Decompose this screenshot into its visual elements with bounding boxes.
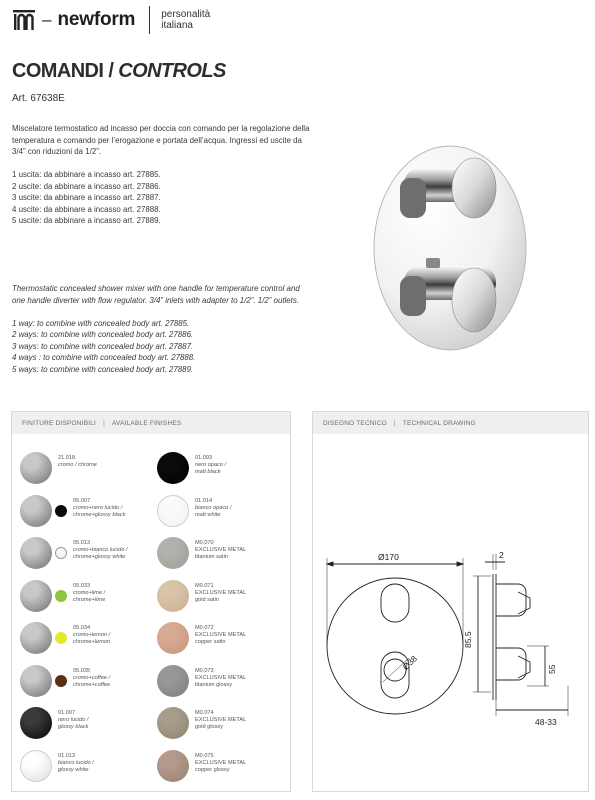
finish-label	[195, 495, 231, 519]
drawing-heading-en: TECHNICAL DRAWING	[402, 419, 476, 427]
finishes-heading-en: AVAILABLE FINISHES	[111, 419, 182, 427]
finish-color-disc	[157, 707, 189, 739]
finish-line2: matt white	[195, 511, 221, 518]
finish-swatch	[157, 537, 246, 580]
finish-label	[195, 665, 246, 689]
drawing-heading-it: DISEGNO TECNICO	[323, 419, 387, 427]
finish-label	[73, 495, 125, 519]
finish-code: M0.073	[195, 667, 214, 674]
finish-line2: titanium glossy	[195, 681, 232, 688]
finish-line1: cromo+bianco lucido /	[73, 547, 128, 553]
dimension-small: 55	[547, 664, 557, 674]
finish-swatch	[20, 580, 128, 623]
finishes-column-right	[157, 452, 246, 792]
finish-line2: chrome+lime	[73, 596, 106, 603]
finish-color-disc	[20, 622, 52, 654]
finish-label	[73, 537, 128, 561]
brand-tagline-line-2: italiana	[161, 20, 193, 31]
finish-color-disc	[20, 665, 52, 697]
drawing-panel	[312, 411, 589, 792]
finish-swatch	[20, 537, 128, 580]
finish-color-disc	[157, 537, 189, 569]
finish-line1: cromo / chrome	[58, 462, 97, 468]
accent-color-dot	[55, 590, 67, 602]
finish-line1: EXCLUSIVE METAL	[195, 547, 247, 553]
outlet-line: 3 ways: to combine with concealed body art. 27887.	[12, 341, 194, 351]
finish-label	[195, 750, 246, 774]
finish-color-disc	[20, 750, 52, 782]
brand-dash: –	[42, 10, 52, 29]
finish-line2: gold satin	[195, 596, 219, 603]
finish-line2: copper satin	[195, 639, 226, 645]
finish-label	[58, 707, 88, 731]
finish-code: 01.093	[195, 455, 213, 461]
finish-swatch	[20, 665, 128, 708]
finish-line1: bianco opaco /	[195, 504, 232, 511]
accent-color-dot	[55, 505, 67, 517]
title-english: CONTROLS	[118, 60, 226, 82]
side-upper-knob	[496, 584, 526, 616]
article-number: Art. 67638E	[12, 93, 65, 104]
finish-color-disc	[157, 665, 189, 697]
finish-line1: nero lucido /	[58, 717, 89, 723]
finish-line2: glossy white	[58, 766, 89, 773]
brand-name: newform	[57, 9, 136, 30]
finish-color-disc	[157, 452, 189, 484]
finish-label	[58, 452, 97, 469]
page-title	[12, 60, 226, 83]
finish-line2: titanium satin	[195, 554, 228, 560]
finish-line2: chrome+lemon	[73, 639, 111, 645]
drawing-heading-separator: |	[393, 419, 396, 427]
finish-color-disc	[20, 495, 52, 527]
product-image	[366, 140, 534, 356]
brand-header	[12, 6, 210, 34]
finish-swatch	[157, 580, 246, 623]
description-english	[12, 283, 312, 375]
finish-code: M0.075	[195, 752, 214, 759]
finish-line1: cromo+nero lucido /	[73, 504, 123, 511]
finish-color-disc	[20, 537, 52, 569]
finish-color-disc	[20, 580, 52, 612]
description-italian	[12, 123, 312, 227]
outlet-line: 5 uscite: da abbinare a incasso art. 27889.	[12, 216, 161, 225]
finish-code: 05.034	[73, 625, 91, 631]
description-it-intro: Miscelatore termostatico ad incasso per doccia con comando per la regolazione della temperatura e comando per l’erogazione e portata dell’acqua. Ingressi ed uscite da 3/4” con riduzioni da 1/2”.	[12, 124, 310, 156]
finish-line1: cromo+lemon /	[73, 632, 111, 638]
finishes-panel	[11, 411, 291, 792]
finish-label	[73, 580, 105, 604]
outlet-line: 5 ways: to combine with concealed body art. 27889.	[12, 364, 194, 374]
finish-code: 01.007	[58, 710, 76, 716]
finish-code: 05.013	[73, 540, 91, 546]
finish-line1: EXCLUSIVE METAL	[195, 589, 247, 596]
newform-logo-icon	[12, 8, 36, 32]
finish-swatch	[157, 452, 246, 495]
finish-code: 01.013	[58, 752, 76, 759]
finish-label	[73, 622, 110, 646]
finishes-heading-it: FINITURE DISPONIBILI	[22, 419, 97, 427]
dimension-diameter: Ø170	[378, 552, 399, 562]
outlet-line: 2 uscite: da abbinare a incasso art. 27886.	[12, 181, 161, 191]
finish-swatch	[157, 665, 246, 708]
finish-line1: nero opaco /	[195, 462, 227, 468]
description-en-intro: Thermostatic concealed shower mixer with one handle for temperature control and one handle diverter with flow regulator. 3/4” inlets with adapter to 1/2”. 1/2” outlets.	[12, 284, 300, 305]
finish-label	[73, 665, 110, 689]
finish-swatch	[20, 452, 128, 495]
finish-color-disc	[157, 495, 189, 527]
description-en-outlets	[12, 318, 312, 376]
outlet-line: 1 uscita: da abbinare a incasso art. 27885.	[12, 170, 161, 179]
finish-code: M0.072	[195, 625, 214, 631]
finish-color-disc	[20, 707, 52, 739]
finish-line1: EXCLUSIVE METAL	[195, 674, 247, 681]
finish-label	[195, 707, 246, 731]
dimension-projection: 48-33	[535, 717, 557, 727]
finish-color-disc	[20, 452, 52, 484]
front-plate-outline	[327, 578, 463, 714]
finish-code: 01.014	[195, 497, 213, 504]
finish-label	[195, 537, 246, 561]
title-separator: /	[108, 60, 114, 82]
finish-swatch	[157, 707, 246, 750]
finish-code: 05.035	[73, 667, 91, 674]
finish-swatch	[20, 707, 128, 750]
finishes-column-left	[20, 452, 128, 792]
finish-line1: bianco lucido /	[58, 759, 94, 766]
brand-tagline	[161, 9, 210, 31]
finish-line1: EXCLUSIVE METAL	[195, 632, 247, 638]
finish-label	[58, 750, 94, 774]
finish-label	[195, 622, 246, 646]
finish-line2: gold glossy	[195, 724, 223, 730]
finish-code: 21.018	[58, 455, 76, 461]
finish-line1: EXCLUSIVE METAL	[195, 759, 247, 766]
dimension-height: 85.5	[463, 631, 473, 648]
brand-tagline-line-1: personalità	[161, 9, 211, 20]
finish-swatch	[157, 622, 246, 665]
dimension-depth: 2	[499, 550, 504, 560]
upper-handle-outline	[381, 584, 409, 622]
finish-color-disc	[157, 580, 189, 612]
outlet-line: 4 uscite: da abbinare a incasso art. 27888.	[12, 204, 161, 214]
outlet-line: 1 way: to combine with concealed body art. 27885.	[12, 318, 190, 328]
finish-swatch	[157, 495, 246, 538]
finish-swatch	[20, 622, 128, 665]
finish-code: M0.074	[195, 710, 214, 716]
finish-line2: chrome+coffee	[73, 681, 111, 688]
finish-code: 05.033	[73, 582, 91, 589]
finish-code: 05.007	[73, 497, 91, 504]
finish-line2: chrome+glossy black	[73, 511, 126, 518]
finish-line2: matt black	[195, 469, 221, 475]
finish-swatch	[157, 750, 246, 793]
finish-swatch	[20, 495, 128, 538]
finish-line2: glossy black	[58, 724, 89, 730]
finish-color-disc	[157, 750, 189, 782]
accent-color-dot	[55, 547, 67, 559]
finish-color-disc	[157, 622, 189, 654]
description-it-outlets	[12, 169, 312, 227]
accent-color-dot	[55, 675, 67, 687]
drawing-header	[313, 412, 588, 434]
outlet-line: 3 uscite: da abbinare a incasso art. 27887.	[12, 193, 161, 202]
outlet-line: 2 ways: to combine with concealed body art. 27886.	[12, 330, 194, 339]
finish-line1: EXCLUSIVE METAL	[195, 717, 247, 723]
dimension-hole: Ø38	[400, 653, 419, 672]
brand-divider	[149, 6, 150, 34]
finish-code: M0.071	[195, 582, 214, 589]
finish-label	[195, 580, 246, 604]
finishes-header	[12, 412, 290, 434]
finish-code: M0.070	[195, 540, 214, 546]
finish-line2: chrome+glossy white	[73, 554, 126, 560]
outlet-line: 4 ways : to combine with concealed body art. 27888.	[12, 353, 196, 362]
finish-line2: copper glossy	[195, 766, 230, 773]
technical-drawing	[313, 434, 588, 791]
title-italian: COMANDI	[12, 60, 104, 82]
finish-line1: cromo+coffee /	[73, 674, 111, 681]
finishes-heading-separator: |	[103, 419, 105, 427]
finish-line1: cromo+lime /	[73, 589, 106, 596]
finish-swatch	[20, 750, 128, 793]
accent-color-dot	[55, 632, 67, 644]
side-lower-knob	[496, 648, 526, 680]
finish-label	[195, 452, 226, 476]
